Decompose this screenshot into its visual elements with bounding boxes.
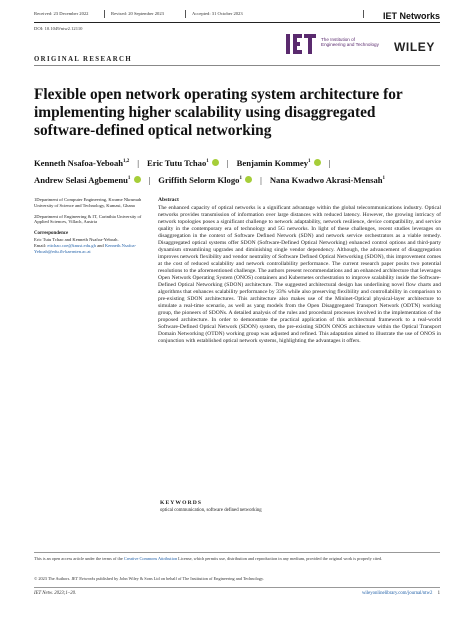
email-link[interactable]: Kenneth.Nsafoa-Yeboah@edu.fh-kaernten.ac.at: [34, 242, 137, 254]
conjunction: and: [97, 242, 104, 248]
license-link[interactable]: Creative Commons Attribution: [123, 556, 178, 561]
keywords-title: KEYWORDS: [160, 500, 203, 506]
journal-url[interactable]: wileyonlinelibrary.com/journal/ntw2: [361, 591, 433, 596]
article-title: Flexible open network operating system architecture for implementing higher scalability using disaggregated software-defined optical networking: [34, 86, 403, 139]
author-separator: |: [137, 157, 140, 168]
doi[interactable]: DOI: 10.1049/ntw2.12110: [34, 26, 83, 31]
correspondence-names: Eric Tutu Tchao and Kenneth Nsafoa-Yeboah.: [34, 236, 119, 242]
affiliation: 1Department of Computer Engineering, Kwame Nkrumah University of Science and Technology, Kumasi, Ghana: [34, 197, 142, 208]
page-footer-right: [362, 591, 440, 596]
author[interactable]: Eric Tutu Tchao$^1$: [147, 158, 219, 168]
divider: [363, 10, 364, 18]
article-header: [34, 8, 440, 20]
footer-rule: [34, 552, 440, 553]
iet-logo-line: Engineering and Technology: [321, 42, 379, 48]
author-separator: |: [328, 157, 331, 168]
journal-name: IET Networks: [71, 576, 96, 581]
author-separator: |: [260, 174, 262, 185]
email-label: Email:: [34, 242, 47, 248]
affiliation: 2Department of Engineering & IT, Carinthia University of Applied Sciences, Villach, Austria: [34, 213, 142, 225]
keywords-text: optical communication, software defined networking: [160, 508, 262, 513]
author-separator: |: [148, 174, 151, 185]
iet-logo-line: The Institution of: [321, 37, 355, 42]
orcid-icon[interactable]: [134, 176, 141, 183]
author[interactable]: Griffith Selorm Klogo$^1$: [158, 175, 252, 185]
abstract-text: The enhanced capacity of optical networks is a significant advantage within the global telecommunications industry. Optical networks provides transmission of information over large distances with reduced latency. However, the growing intricacy of network topologies poses a significant challenge to network adaptability, network resilience, device compatibility, and service quality in the contemporary era of technology and 5G networks. In light of these challenges, recent studies leverages on disaggregation in the context of Software Defined Network (SDN) and network service orchestrators as a viable remedy. Disaggregated optical systems offer SDON (Software-Defined Optical Networking) enhanced control options and third-party dynamism streamlining upgrades and diminishing single vendor dependency. Although, the advancement of disaggregation improves network flexibility and vendor neutrality of Software Defined Optical Networking (SDON), this improvement comes at the cost of reduced scalability and network controllability performance. The current research paper posits two potential resolutions to the aforementioned challenge. The authors present recommendations and an enhanced architecture that leverages Open Network Operating System (ONOS) containers and Kubernetes orchestration to improve scalability inside the Software-Defined Optical Networking (SDON) architecture. The suggested architectural design has underlining novel flow charts and algorithms that enhances scalability performance by 33% while also preserving flexibility and controllability in comparison to pre-existing SDON architectures. This architecture also makes use of the Mininet-Optical physical-layer architecture to simulate a real-time scenario, as well as yang models from the Open Disaggregated Transport Network (ODTN) working group, the pioneers of SDONs. A detailed analysis of the rules and procedural processes involved in the implementation of the proposed architecture. In order to demonstrate the practical application of this architectural framework to a real-world Software-Defined Optical Network (SDON) system, the pre-existing SDON ONOS architecture within the Optical Transport Domain Networking (OTDN) working group was adjusted and refined. This adaptation aimed to illustrate the use of ONOS in conjunction with established optical network systems, highlighting the advantages it offers.: [158, 205, 441, 344]
page-number: 1: [437, 591, 440, 596]
orcid-icon[interactable]: [245, 176, 252, 183]
correspondence-text: [34, 237, 152, 254]
section-rule: [34, 65, 440, 66]
orcid-icon[interactable]: [212, 159, 219, 166]
received-date: Received: 23 December 2022: [34, 11, 89, 16]
author[interactable]: Nana Kwadwo Akrasi-Mensah$^1$: [269, 174, 386, 185]
affiliations-column: [34, 197, 152, 254]
iet-logo-text: [321, 37, 379, 48]
iet-logo-mark-icon: [286, 34, 316, 54]
author[interactable]: Benjamin Kommey$^1$: [237, 158, 321, 168]
divider: [104, 10, 105, 18]
author-separator: |: [226, 157, 229, 168]
footer-rule: [34, 587, 440, 588]
abstract: [158, 197, 441, 345]
article-type: ORIGINAL RESEARCH: [34, 56, 133, 63]
revised-date: Revised: 20 September 2023: [111, 11, 164, 16]
citation: IET Netw. 2023;1–20.: [34, 591, 77, 596]
accepted-date: Accepted: 31 October 2023: [192, 11, 243, 16]
header-rule: [34, 22, 440, 23]
copyright-note: © 2023 The Authors. IET Networks published by John Wiley & Sons Ltd on behalf of The Institution of Engineering and Technology.: [34, 576, 264, 581]
wiley-logo[interactable]: WILEY: [394, 40, 435, 54]
author-list: [34, 154, 444, 188]
email-link[interactable]: ettchao.coe@knust.edu.gh: [47, 242, 96, 248]
author[interactable]: Kenneth Nsafoa-Yeboah$^{1,2}$: [34, 157, 130, 168]
journal-name[interactable]: IET Networks: [382, 11, 440, 21]
license-note: This is an open access article under the terms of the Creative Commons Attribution License, which permits use, distribution and reproduction in any medium, provided the original work is properly cited.: [34, 556, 383, 561]
correspondence-title: Correspondence: [34, 231, 69, 237]
divider: [185, 10, 186, 18]
abstract-title: Abstract: [158, 197, 179, 203]
author[interactable]: Andrew Selasi Agbemenu$^1$: [34, 175, 141, 185]
orcid-icon[interactable]: [314, 159, 321, 166]
